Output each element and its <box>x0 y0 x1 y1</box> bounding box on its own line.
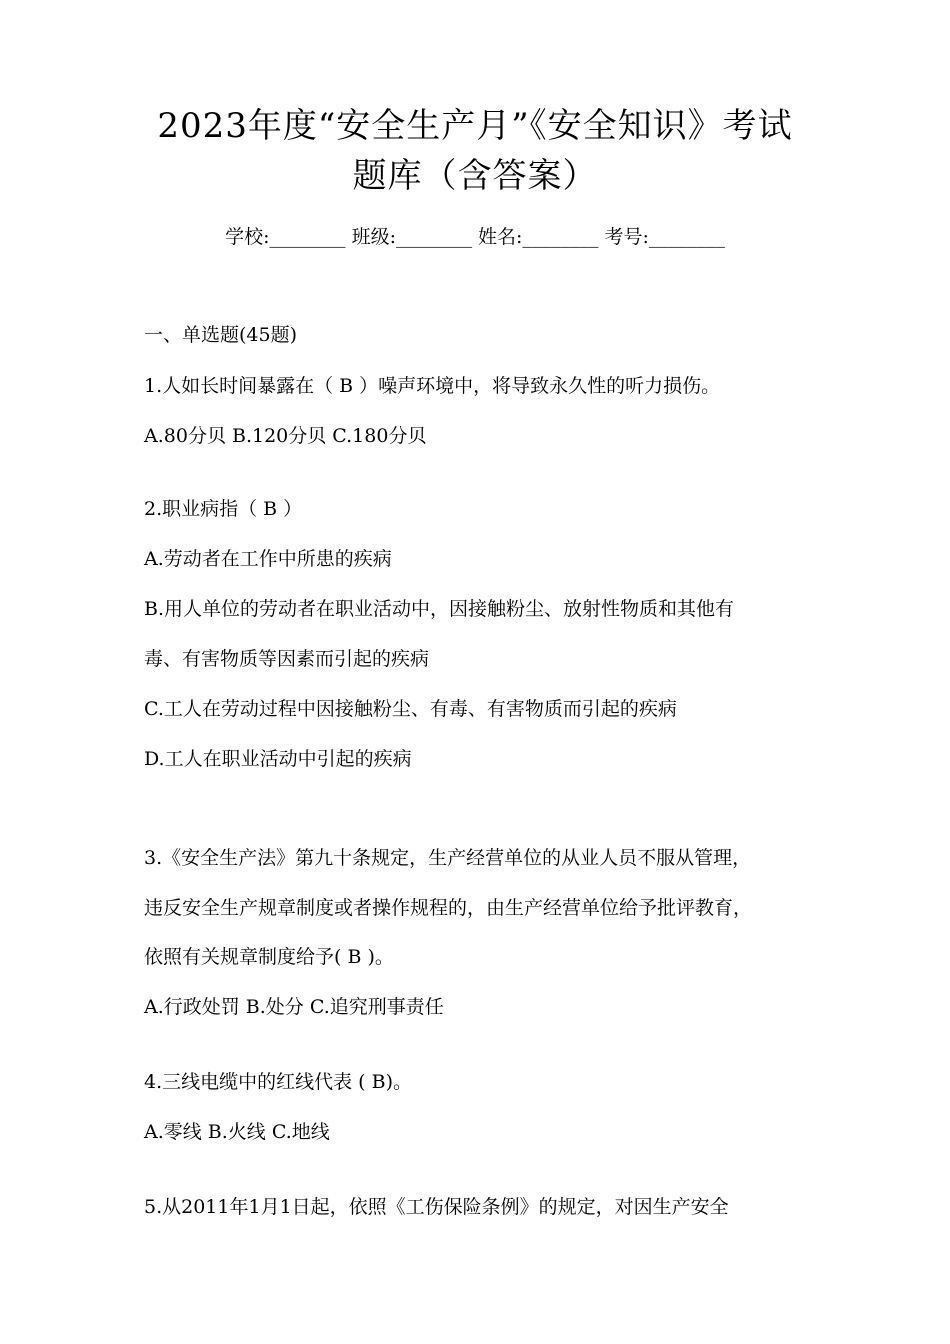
section-heading: 一、单选题(45题) <box>144 324 298 346</box>
question-1-stem: 1.人如长时间暴露在（ B ）噪声环境中，将导致永久性的听力损伤。 <box>144 375 721 397</box>
question-2-stem: 2.职业病指（ B ） <box>144 498 303 520</box>
question-4-stem: 4.三线电缆中的红线代表 ( B)。 <box>144 1071 412 1093</box>
question-2-option-b: B.用人单位的劳动者在职业活动中，因接触粉尘、放射性物质和其他有 <box>144 598 735 620</box>
question-1-options: A.80分贝 B.120分贝 C.180分贝 <box>144 425 427 447</box>
question-2-option-d: D.工人在职业活动中引起的疾病 <box>144 748 412 770</box>
question-5-stem: 5.从2011年1月1日起，依照《工伤保险条例》的规定，对因生产安全 <box>144 1196 729 1218</box>
question-3-stem-line-3: 依照有关规章制度给予( B )。 <box>144 946 394 968</box>
document-title-line-1: 2023年度“安全生产月”《安全知识》考试 <box>157 106 793 146</box>
question-2-option-b-cont: 毒、有害物质等因素而引起的疾病 <box>144 648 430 670</box>
document-title-line-2: 题库（含答案） <box>352 156 598 196</box>
student-info-line: 学校:________ 班级:________ 姓名:________ 考号:________ <box>225 226 725 248</box>
question-2-option-c: C.工人在劳动过程中因接触粉尘、有毒、有害物质而引起的疾病 <box>144 698 677 720</box>
question-3-options: A.行政处罚 B.处分 C.追究刑事责任 <box>144 996 444 1018</box>
question-3-stem-line-2: 违反安全生产规章制度或者操作规程的，由生产经营单位给予批评教育， <box>144 897 753 919</box>
question-3-stem-line-1: 3.《安全生产法》第九十条规定，生产经营单位的从业人员不服从管理， <box>144 847 752 869</box>
question-4-options: A.零线 B.火线 C.地线 <box>144 1121 330 1143</box>
question-2-option-a: A.劳动者在工作中所患的疾病 <box>144 548 392 570</box>
